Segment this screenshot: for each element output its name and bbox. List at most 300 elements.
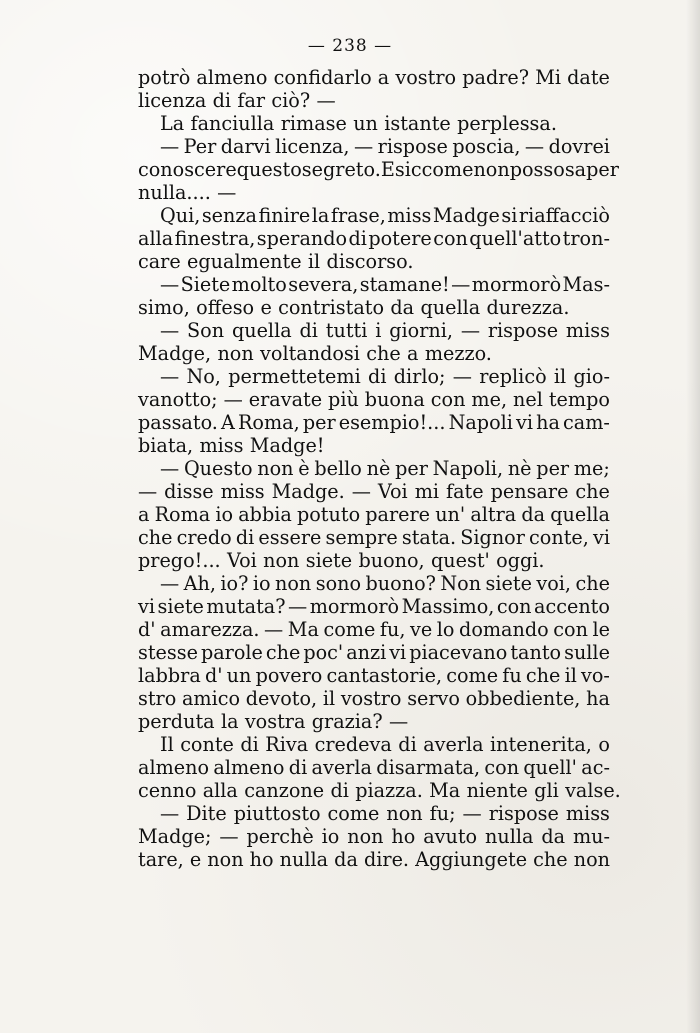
word: —	[217, 181, 237, 204]
word: pensare	[490, 480, 569, 503]
word: io	[321, 825, 340, 848]
word: contristato	[278, 296, 385, 319]
word: la	[220, 710, 239, 733]
word: molto	[231, 273, 287, 296]
word: siete	[157, 595, 204, 618]
word: io?	[220, 572, 249, 595]
word: mutata?	[206, 595, 286, 618]
word: di	[288, 756, 308, 779]
word: cenno	[138, 779, 197, 802]
word: da	[521, 503, 546, 526]
word: Voi	[377, 480, 408, 503]
text-line	[138, 365, 610, 388]
word: licenza,	[275, 135, 350, 158]
word: —	[160, 457, 180, 480]
word: licenza	[138, 89, 207, 112]
word: Per	[183, 135, 217, 158]
word: un'	[435, 503, 466, 526]
word: credo	[176, 526, 232, 549]
word: Siete	[180, 273, 231, 296]
word: —	[264, 618, 284, 641]
word: obbediente,	[465, 687, 581, 710]
word: le	[592, 618, 610, 641]
word: per	[302, 411, 336, 434]
word: si	[501, 204, 518, 227]
text-line	[138, 526, 610, 549]
text-line	[138, 457, 610, 480]
word: di	[398, 733, 417, 756]
word: —	[451, 273, 471, 296]
word: fu	[502, 664, 522, 687]
word: voltandosi	[260, 342, 360, 365]
word: esempio!...	[338, 411, 446, 434]
word: da	[390, 296, 415, 319]
word: labbra	[138, 664, 201, 687]
text-line	[138, 158, 619, 181]
word: permettetemi	[228, 365, 361, 388]
word: accento	[534, 595, 610, 618]
word: per	[395, 457, 428, 480]
word: —	[223, 388, 243, 411]
word: vostro	[340, 687, 402, 710]
text-line	[138, 250, 610, 273]
word: fu;	[429, 802, 456, 825]
text-line	[138, 595, 610, 618]
word: conte,	[529, 526, 589, 549]
word: nè	[507, 457, 532, 480]
word: e	[189, 848, 202, 871]
word: siccome	[394, 158, 474, 181]
word: intenerita,	[490, 733, 592, 756]
word: credeva	[314, 733, 392, 756]
word: vi	[389, 641, 407, 664]
word: cam-	[563, 411, 610, 434]
word: Madge;	[138, 825, 212, 848]
word: —	[288, 595, 308, 618]
word: Il	[160, 733, 174, 756]
word: —	[219, 825, 239, 848]
word: discorso.	[326, 250, 414, 273]
word: —	[462, 802, 482, 825]
word: Qui,	[160, 204, 201, 227]
word: parole	[200, 641, 263, 664]
word: stesse	[138, 641, 198, 664]
word: fanciulla	[190, 112, 275, 135]
word: Non	[440, 572, 482, 595]
word: da	[334, 848, 358, 871]
word: disse	[164, 480, 214, 503]
word: i	[375, 319, 382, 342]
word: Roma	[154, 503, 211, 526]
text-line	[138, 802, 610, 825]
text-line	[138, 503, 610, 526]
word: confidarlo	[273, 66, 372, 89]
word: il	[553, 365, 567, 388]
word: a	[377, 66, 390, 89]
word: stata.	[401, 526, 457, 549]
word: almeno	[213, 756, 285, 779]
word: —	[160, 572, 180, 595]
word: perduta	[138, 710, 215, 733]
word: Madge!	[249, 434, 325, 457]
word: quella	[550, 503, 610, 526]
word: vo-	[581, 664, 610, 687]
word: —	[351, 480, 371, 503]
word: a	[138, 503, 150, 526]
word: quell'atto	[469, 227, 562, 250]
word: perplessa.	[457, 112, 557, 135]
word: Roma,	[237, 411, 300, 434]
word: biata,	[138, 434, 194, 457]
word: finestra,	[174, 227, 256, 250]
word: quella	[231, 319, 292, 342]
word: devoto,	[245, 687, 318, 710]
word: che	[533, 848, 568, 871]
word: io	[252, 572, 271, 595]
word: —	[316, 89, 336, 112]
word: altra	[470, 503, 517, 526]
word: non	[573, 848, 610, 871]
text-line	[138, 572, 610, 595]
word: perchè	[246, 825, 314, 848]
word: che	[525, 664, 561, 687]
word: ve	[410, 618, 433, 641]
word: con	[496, 595, 532, 618]
word: buono,	[358, 549, 425, 572]
word: ho	[249, 848, 274, 871]
word: durezza.	[486, 296, 570, 319]
word: potrò	[138, 66, 191, 89]
word: di	[235, 526, 255, 549]
word: frase,	[330, 204, 386, 227]
word: rispose	[487, 319, 559, 342]
word: oggi.	[496, 549, 545, 572]
word: Ah,	[183, 572, 216, 595]
text-line	[138, 733, 610, 756]
word: vostra	[244, 710, 306, 733]
word: Ma	[429, 779, 461, 802]
word: a	[407, 342, 419, 365]
word: siete	[305, 549, 353, 572]
word: di	[240, 733, 259, 756]
word: simo,	[138, 296, 190, 319]
word: tron-	[562, 227, 610, 250]
word: ha	[536, 411, 560, 434]
word: nè	[366, 457, 391, 480]
word: tutti	[325, 319, 368, 342]
word: stamane!	[359, 273, 450, 296]
word: e	[260, 296, 272, 319]
word: averla	[423, 733, 484, 756]
word: posso	[509, 158, 565, 181]
text-line	[138, 641, 610, 664]
word: —	[160, 273, 180, 296]
word: prego!...	[138, 549, 221, 572]
word: con	[433, 227, 468, 250]
word: —	[160, 802, 180, 825]
text-line	[138, 135, 610, 158]
word: gio-	[573, 365, 610, 388]
text-line	[138, 296, 610, 319]
word: piacevano	[409, 641, 508, 664]
word: il	[307, 250, 321, 273]
word: piazza.	[355, 779, 423, 802]
word: Voi	[226, 549, 257, 572]
word: grazia?	[311, 710, 383, 733]
word: fu,	[379, 618, 406, 641]
word: ac-	[581, 756, 610, 779]
word: segreto.	[301, 158, 381, 181]
word: stro	[138, 687, 177, 710]
word: non	[257, 457, 294, 480]
text-line	[138, 227, 610, 250]
word: rimase	[280, 112, 347, 135]
word: —	[160, 135, 180, 158]
word: amarezza.	[160, 618, 260, 641]
word: parere	[365, 503, 431, 526]
word: poscia,	[452, 135, 521, 158]
word: finire	[258, 204, 311, 227]
word: vostro	[395, 66, 457, 89]
word: darvi	[220, 135, 271, 158]
word: il	[564, 664, 577, 687]
word: tanto	[510, 641, 562, 664]
word: quest'	[430, 549, 490, 572]
word: anzi	[346, 641, 387, 664]
word: mormorò	[309, 595, 400, 618]
word: Dite	[186, 802, 227, 825]
word: miss	[565, 319, 610, 342]
text-line	[138, 204, 610, 227]
word: valse.	[565, 779, 621, 802]
word: piuttosto	[233, 802, 321, 825]
word: nel	[513, 388, 543, 411]
word: non	[207, 848, 244, 871]
word: la	[311, 204, 330, 227]
word: severa,	[288, 273, 359, 296]
word: mormorò	[471, 273, 562, 296]
word: replicò	[479, 365, 547, 388]
text-line	[138, 434, 610, 457]
text-line	[138, 664, 610, 687]
word: Questo	[183, 457, 253, 480]
word: voi,	[536, 572, 572, 595]
word: potuto	[296, 503, 361, 526]
text-line	[138, 687, 610, 710]
body-text	[138, 66, 621, 871]
word: Napoli	[448, 411, 513, 434]
text-line	[138, 618, 610, 641]
word: Madge.	[271, 480, 345, 503]
word: sperando	[256, 227, 348, 250]
word: rispose	[488, 802, 559, 825]
word: Mi	[535, 66, 561, 89]
word: mi	[414, 480, 440, 503]
word: alla	[138, 227, 174, 250]
word: nulla	[279, 848, 329, 871]
word: con	[430, 388, 466, 411]
word: dire.	[363, 848, 410, 871]
word: almeno	[196, 66, 268, 89]
word: ciò?	[271, 89, 311, 112]
word: vanotto;	[138, 388, 218, 411]
word: Mas-	[562, 273, 610, 296]
word: tempo	[548, 388, 610, 411]
text-line	[138, 825, 610, 848]
word: La	[160, 112, 185, 135]
word: alla	[202, 779, 238, 802]
word: povero	[255, 664, 323, 687]
word: il	[322, 687, 336, 710]
word: buona	[364, 388, 425, 411]
word: offeso	[196, 296, 255, 319]
word: ha	[586, 687, 610, 710]
word: date	[567, 66, 610, 89]
text-line	[138, 710, 610, 733]
word: sempre	[325, 526, 398, 549]
word: siete	[485, 572, 532, 595]
word: di	[212, 89, 232, 112]
text-line	[138, 181, 610, 204]
word: Ma	[287, 618, 319, 641]
word: vi	[593, 526, 610, 549]
text-line	[138, 112, 610, 135]
word: riaffacciò	[518, 204, 610, 227]
page-edge-shadow	[686, 0, 700, 1033]
word: come	[323, 618, 376, 641]
word: —	[138, 480, 158, 503]
word: —	[524, 135, 545, 158]
word: amico	[181, 687, 241, 710]
word: senza	[201, 204, 257, 227]
word: conte	[180, 733, 234, 756]
word: o	[598, 733, 610, 756]
word: sono	[315, 572, 362, 595]
word: disarmata,	[376, 756, 481, 779]
word: nulla	[485, 825, 534, 848]
word: dovrei	[548, 135, 610, 158]
word: Signor	[460, 526, 525, 549]
word: di	[368, 365, 387, 388]
word: Riva	[265, 733, 309, 756]
word: da	[541, 825, 566, 848]
word: tare,	[138, 848, 184, 871]
word: domando	[459, 618, 549, 641]
word: lo	[436, 618, 455, 641]
word: poc'	[303, 641, 344, 664]
word: ho	[391, 825, 416, 848]
word: quell'	[523, 756, 577, 779]
word: fate	[446, 480, 484, 503]
word: che	[265, 641, 301, 664]
word: passato.	[138, 411, 218, 434]
word: giorni,	[389, 319, 453, 342]
word: miss	[220, 480, 265, 503]
text-line	[138, 319, 610, 342]
word: egualmente	[187, 250, 302, 273]
text-line	[138, 549, 610, 572]
word: vi	[138, 595, 155, 618]
word: —	[160, 365, 180, 388]
word: Massimo,	[401, 595, 495, 618]
word: gli	[534, 779, 559, 802]
word: —	[460, 319, 481, 342]
word: che	[366, 342, 401, 365]
word: conoscere	[138, 158, 237, 181]
word: —	[353, 135, 374, 158]
word: non	[473, 158, 510, 181]
word: buono?	[365, 572, 436, 595]
word: canzone	[244, 779, 325, 802]
word: Son	[187, 319, 225, 342]
word: far	[237, 89, 266, 112]
word: che	[138, 526, 173, 549]
text-line	[138, 89, 610, 112]
word: —	[160, 319, 180, 342]
word: io	[215, 503, 234, 526]
word: eravate	[248, 388, 323, 411]
word: almeno	[138, 756, 210, 779]
word: d'	[204, 664, 223, 687]
word: mu-	[572, 825, 610, 848]
word: Madge	[432, 204, 500, 227]
text-line	[138, 756, 610, 779]
word: avuto	[423, 825, 478, 848]
word: servo	[407, 687, 460, 710]
word: Aggiungete	[415, 848, 528, 871]
text-line	[138, 480, 610, 503]
word: di	[348, 227, 367, 250]
word: padre?	[462, 66, 530, 89]
word: è	[298, 457, 310, 480]
word: mezzo.	[424, 342, 492, 365]
text-line	[138, 848, 610, 871]
word: me;	[573, 457, 610, 480]
word: A	[221, 411, 235, 434]
word: per	[536, 457, 570, 480]
text-line	[138, 342, 610, 365]
word: non	[217, 342, 254, 365]
word: come	[327, 802, 380, 825]
word: con	[484, 756, 520, 779]
word: questo	[236, 158, 302, 181]
page-number: — 238 —	[307, 36, 393, 56]
word: non	[386, 802, 423, 825]
text-line	[138, 388, 610, 411]
word: —	[452, 365, 472, 388]
word: E	[380, 158, 395, 181]
word: come	[446, 664, 499, 687]
word: rispose	[377, 135, 448, 158]
text-line	[138, 273, 610, 296]
word: quella	[420, 296, 481, 319]
word: miss	[565, 802, 610, 825]
word: care	[138, 250, 181, 273]
word: che	[575, 480, 610, 503]
word: miss	[199, 434, 244, 457]
word: averla	[311, 756, 372, 779]
word: potere	[368, 227, 432, 250]
word: me,	[471, 388, 508, 411]
word: non	[263, 549, 300, 572]
word: essere	[258, 526, 322, 549]
word: cantastorie,	[326, 664, 443, 687]
text-line	[138, 66, 610, 89]
word: Napoli,	[432, 457, 504, 480]
word: sulle	[564, 641, 610, 664]
word: più	[328, 388, 359, 411]
word: vi	[516, 411, 534, 434]
